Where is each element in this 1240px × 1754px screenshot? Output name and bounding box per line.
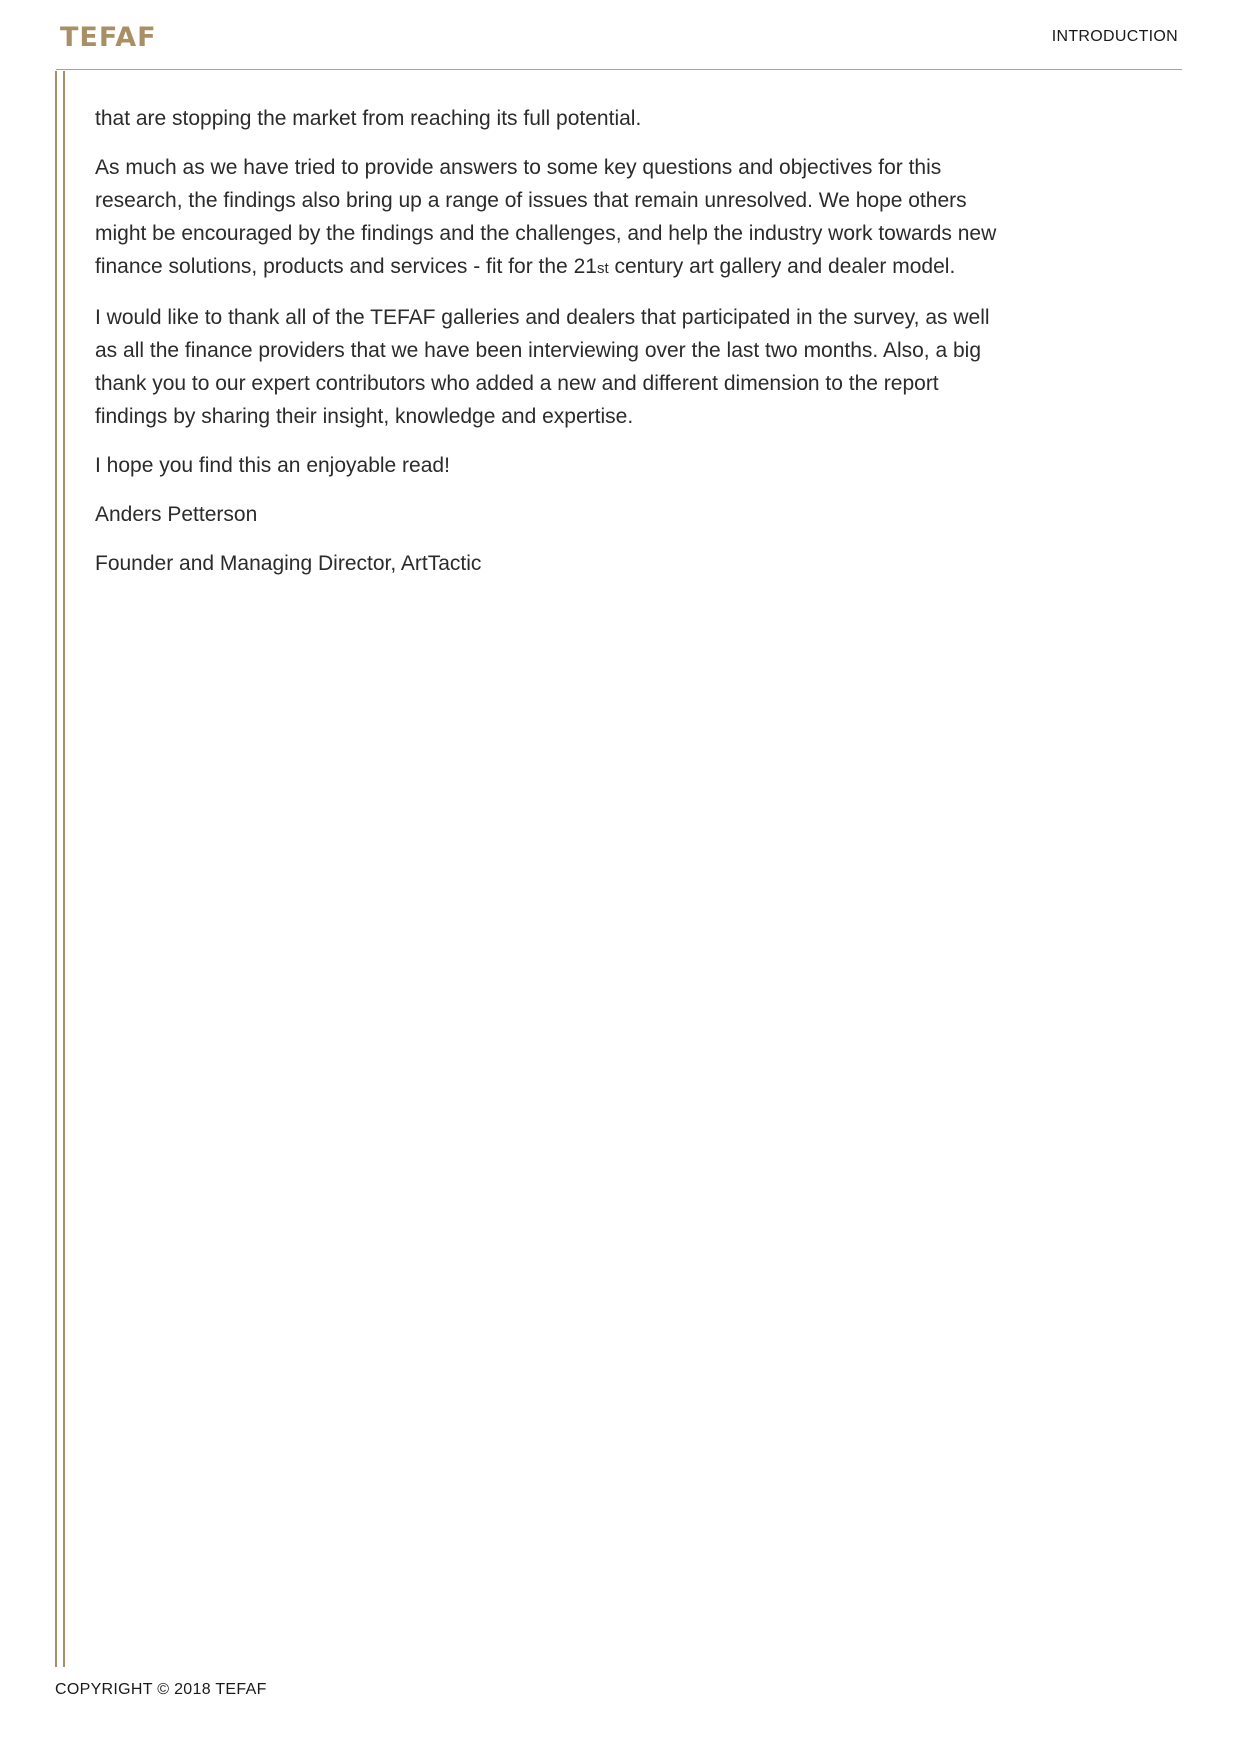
paragraph-2 — [95, 151, 1015, 285]
paragraph-2-main: As much as we have tried to provide answers to some key questions and objectives for this research, the findings also bring up a range of issues that remain unresolved. We hope others might be encouraged by the findings and the challenges, and help the industry work towards new finance solutions, products and services - fit for the 21 — [95, 156, 997, 278]
paragraph-4: I hope you find this an enjoyable read! — [95, 454, 450, 477]
body-text — [95, 102, 1015, 596]
signature-title: Founder and Managing Director, ArtTactic — [95, 552, 482, 575]
paragraph-1: that are stopping the market from reaching its full potential. — [95, 107, 642, 130]
ordinal-suffix: st — [596, 260, 609, 277]
paragraph-3: I would like to thank all of the TEFAF galleries and dealers that participated in the survey, as well as all the finance providers that we have been interviewing over the last two months. Also, a big thank you to our expert contributors who added a new and different dimension to the report findings by sharing their insight, knowledge and expertise. — [95, 306, 990, 428]
tefaf-logo: TEFAF — [60, 22, 157, 53]
copyright-footer: COPYRIGHT © 2018 TEFAF — [55, 1681, 267, 1698]
paragraph-2-end: century art gallery and dealer model. — [608, 255, 956, 278]
section-title: INTRODUCTION — [1051, 28, 1178, 45]
left-margin-rule-inner — [63, 71, 65, 1667]
left-margin-rule-outer — [55, 71, 57, 1667]
header-divider — [56, 69, 1182, 70]
signature-name: Anders Petterson — [95, 503, 258, 526]
